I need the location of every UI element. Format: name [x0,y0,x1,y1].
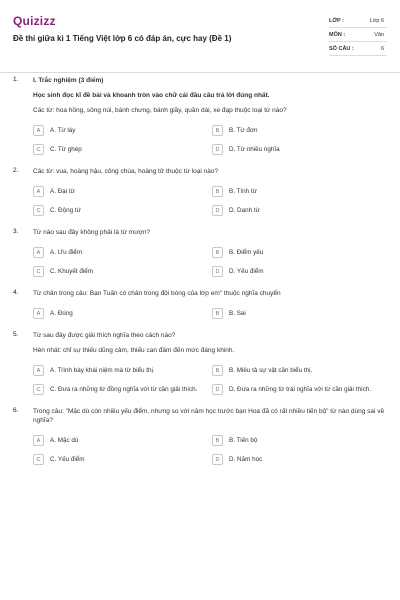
question-text: Trong câu: "Mặc dù còn nhiều yếu điểm, nhưng so với năm học trước bạn Hoa đã có rất nhiều tiến bộ" từ nào dùng sai về nghĩa? [33,408,385,424]
answer-option-b[interactable] [212,124,387,137]
answer-options [33,246,387,278]
question-text: Hèn nhát: chỉ sự thiếu dũng cảm, thiếu can đảm đến mức đáng khinh. [33,347,235,354]
question-text: Các từ: vua, hoàng hậu, công chúa, hoàng tử thuộc từ loại nào? [33,168,219,175]
option-text: D. Danh từ [229,206,260,214]
logo-text: Quizizz [13,14,56,28]
question-text: Các từ: hoa hồng, sông núi, bánh chưng, bánh giầy, quần dài, xe đạp thuộc loại từ nào? [33,107,287,114]
question-text: I. Trắc nghiệm (3 điểm) [33,77,104,84]
meta-row-subject [329,28,387,42]
header-left [13,12,329,68]
answer-option-c[interactable] [33,453,208,466]
answer-option-b[interactable] [212,364,387,377]
option-letter-box: B [212,247,223,258]
question-2 [13,167,387,217]
question-number: 5. [13,331,19,338]
answer-option-a[interactable] [33,185,208,198]
option-text: B. Tính từ [229,187,257,195]
answer-options [33,307,387,320]
option-letter-box: A [33,365,44,376]
option-text: B. Từ đơn [229,126,258,134]
question-3 [13,228,387,278]
question-number: 2. [13,167,19,174]
answer-option-d[interactable] [212,265,387,278]
answer-option-c[interactable] [33,265,208,278]
question-number: 4. [13,289,19,296]
worksheet-meta [329,14,387,68]
option-text: C. Từ ghép [50,145,82,153]
meta-label: MÔN : [329,31,346,38]
option-text: A. Ưu điểm [50,248,82,256]
question-number: 3. [13,228,19,235]
answer-options [33,124,387,156]
option-text: C. Động từ [50,206,81,214]
option-letter-box: C [33,454,44,465]
option-letter-box: A [33,125,44,136]
option-letter-box: C [33,266,44,277]
question-number: 1. [13,76,19,83]
worksheet-header [13,0,387,68]
answer-option-d[interactable] [212,383,387,396]
answer-option-a[interactable] [33,364,208,377]
option-text: B. Miêu tả sự vật cần biểu thị. [229,366,313,374]
answer-option-d[interactable] [212,143,387,156]
option-letter-box: B [212,186,223,197]
question-1 [13,76,387,156]
answer-options [33,185,387,217]
answer-option-b[interactable] [212,246,387,259]
question-number: 6. [13,407,19,414]
option-text: A. Mặc dù [50,436,79,444]
worksheet-title: Đề thi giữa kì 1 Tiếng Việt lớp 6 có đáp án, cực hay (Đề 1) [13,34,232,43]
option-letter-box: D [212,205,223,216]
question-text: Học sinh đọc kĩ đề bài và khoanh tròn vào chữ cái đầu câu trả lời đúng nhất. [33,92,270,99]
answer-option-a[interactable] [33,434,208,447]
option-text: A. Trình bày khái niệm mà từ biểu thị. [50,366,155,374]
option-letter-box: C [33,384,44,395]
answer-option-a[interactable] [33,307,208,320]
question-6 [13,407,387,466]
option-text: A. Đại từ [50,187,75,195]
option-letter-box: B [212,308,223,319]
answer-option-c[interactable] [33,383,208,396]
option-letter-box: D [212,266,223,277]
option-letter-box: A [33,186,44,197]
option-text: B. Tiến bộ [229,436,258,444]
option-letter-box: A [33,435,44,446]
answer-option-b[interactable] [212,434,387,447]
option-text: C. Khuyết điểm [50,267,94,275]
option-letter-box: C [33,144,44,155]
option-letter-box: D [212,384,223,395]
option-letter-box: A [33,247,44,258]
answer-option-b[interactable] [212,185,387,198]
meta-row-class [329,14,387,28]
option-letter-box: D [212,144,223,155]
option-text: C. Đưa ra những từ đồng nghĩa với từ cần giải thích. [50,385,198,393]
question-text: Từ nào sau đây không phải là từ mượn? [33,229,151,236]
option-text: C. Yếu điểm [50,455,85,463]
option-letter-box: D [212,454,223,465]
answer-option-b[interactable] [212,307,387,320]
question-text: Từ chân trong câu: Bạn Tuấn có chân trong đội bóng của lớp em" thuộc nghĩa chuyển [33,290,281,297]
option-letter-box: B [212,125,223,136]
quizizz-logo [13,14,329,28]
option-letter-box: B [212,435,223,446]
answer-options [33,434,387,466]
header-divider [0,72,400,73]
meta-value: Lớp 6 [369,17,384,24]
option-text: A. Từ láy [50,126,76,134]
option-letter-box: A [33,308,44,319]
meta-label: LỚP : [329,17,344,24]
meta-value: Văn [374,31,384,38]
option-letter-box: B [212,365,223,376]
option-text: B. Sai [229,309,246,317]
option-text: D. Từ nhiều nghĩa [229,145,280,153]
question-4 [13,289,387,320]
option-letter-box: C [33,205,44,216]
answer-options [33,364,387,396]
answer-option-a[interactable] [33,124,208,137]
meta-row-question-count [329,42,387,56]
question-5 [13,331,387,396]
answer-option-c[interactable] [33,204,208,217]
meta-value: 6 [380,45,384,52]
meta-label: SỐ CÂU : [329,45,354,52]
option-text: B. Điểm yếu [229,248,264,256]
answer-option-d[interactable] [212,453,387,466]
option-text: D. Năm học [229,455,263,463]
answer-option-d[interactable] [212,204,387,217]
option-text: D. Đưa ra những từ trái nghĩa với từ cần giải thích. [229,385,372,393]
option-text: D. Yếu điểm [229,267,264,275]
question-text: Từ sau đây được giải thích nghĩa theo cách nào? [33,332,176,339]
option-text: A. Đúng [50,309,73,317]
question-list [13,76,387,477]
answer-option-a[interactable] [33,246,208,259]
answer-option-c[interactable] [33,143,208,156]
